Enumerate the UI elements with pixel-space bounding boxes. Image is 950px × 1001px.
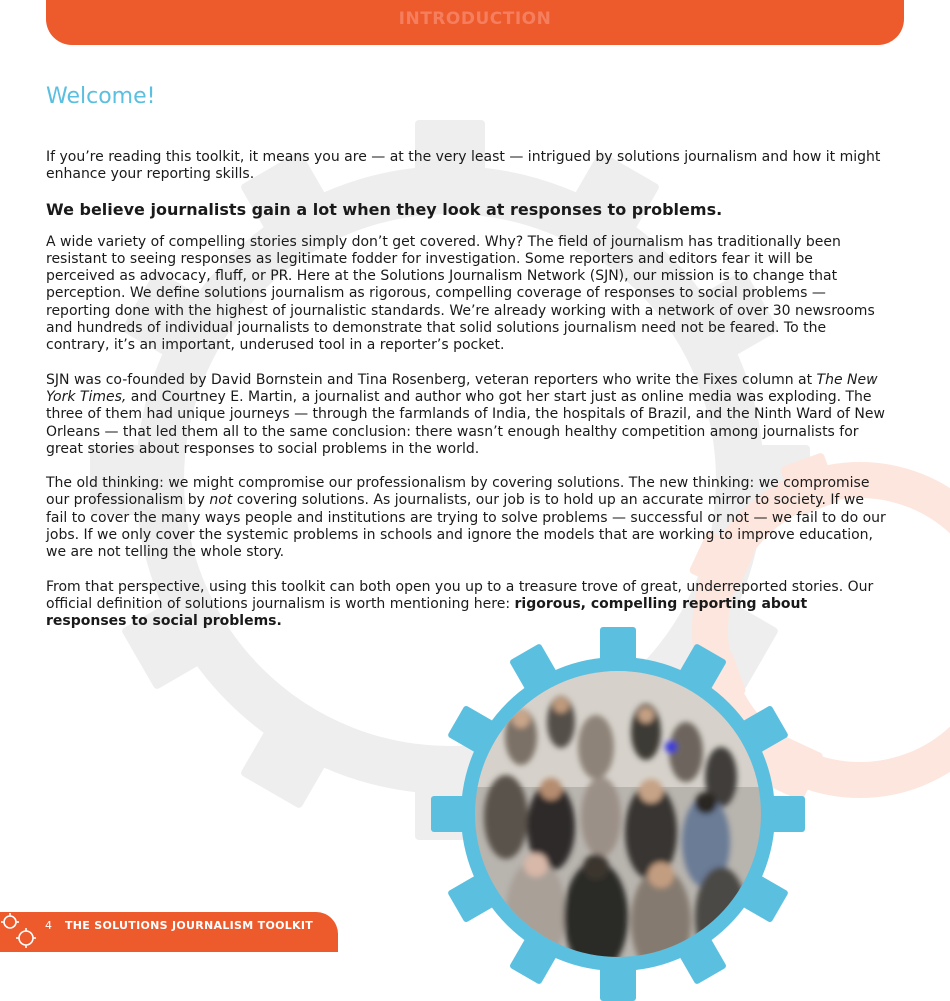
crowd-photo-gear (431, 627, 805, 1001)
toolkit-name: THE SOLUTIONS JOURNALISM TOOLKIT (65, 919, 314, 932)
cofounders-text-2: and Courtney E. Martin, a journalist and author who got her start just as online media was exploding. The three of them had unique journeys — through the farmlands of India, the hospitals of Brazil, and the Ninth Ward of New Orleans — that led them all to the same conclusion: there wasn’t enough healthy competition among journalists for great stories about responses to social problems in the world. (46, 388, 885, 457)
gear-icon (0, 912, 40, 949)
cofounders-text-1: SJN was co-founded by David Bornstein and Tina Rosenberg, veteran reporters who write the Fixes column at (46, 371, 817, 388)
header-banner (46, 0, 904, 45)
subheading: We believe journalists gain a lot when they look at responses to problems. (46, 199, 723, 219)
thinking-text-1: The old thinking: we might compromise our professionalism by covering solutions. The new thinking: we compromise our professionalism by (46, 475, 870, 509)
welcome-heading: Welcome! (46, 84, 156, 109)
paragraph-old-new-thinking (46, 475, 886, 561)
paragraph-definition (46, 579, 886, 631)
section-title: INTRODUCTION (398, 9, 552, 29)
nyt-title: The New York Times, (46, 371, 878, 405)
intro-paragraph: If you’re reading this toolkit, it means you are — at the very least — intrigued by solutions journalism and how it might enhance your reporting skills. (46, 149, 881, 183)
footer-banner (0, 912, 338, 952)
definition-text: From that perspective, using this toolkit can both open you up to a treasure trove of great, underreported stories. Our official definition of solutions journalism is worth mentioning here: (46, 578, 874, 612)
definition-bold: rigorous, compelling reporting about responses to social problems. (46, 595, 808, 630)
article-body (46, 84, 886, 631)
paragraph-why-stories: A wide variety of compelling stories simply don’t get covered. Why? The field of journalism has traditionally been resistant to seeing responses as legitimate fodder for investigation. Some reporters and editors fear it will be perceived as advocacy, fluff, or PR. Here at the Solutions Journalism Network (SJN), our mission is to change that perception. We define solutions journalism as rigorous, compelling coverage of responses to social problems — reporting done with the highest of journalistic standards. We’re already working with a network of over 30 newsrooms and hundreds of individual journalists to demonstrate that solid solutions journalism need not be feared. To the contrary, it’s an important, underused tool in a reporter’s pocket. (46, 233, 875, 354)
paragraph-cofounders (46, 372, 886, 458)
thinking-emphasis: not (209, 492, 233, 509)
page-number: 4 (45, 919, 52, 932)
thinking-text-2: covering solutions. As journalists, our job is to hold up an accurate mirror to society. If we fail to cover the many ways people and institutions are trying to solve problems — successful or not — we fail to do our jobs. If we only cover the systemic problems in schools and ignore the models that are working to improve education, we are not telling the whole story. (46, 492, 886, 561)
